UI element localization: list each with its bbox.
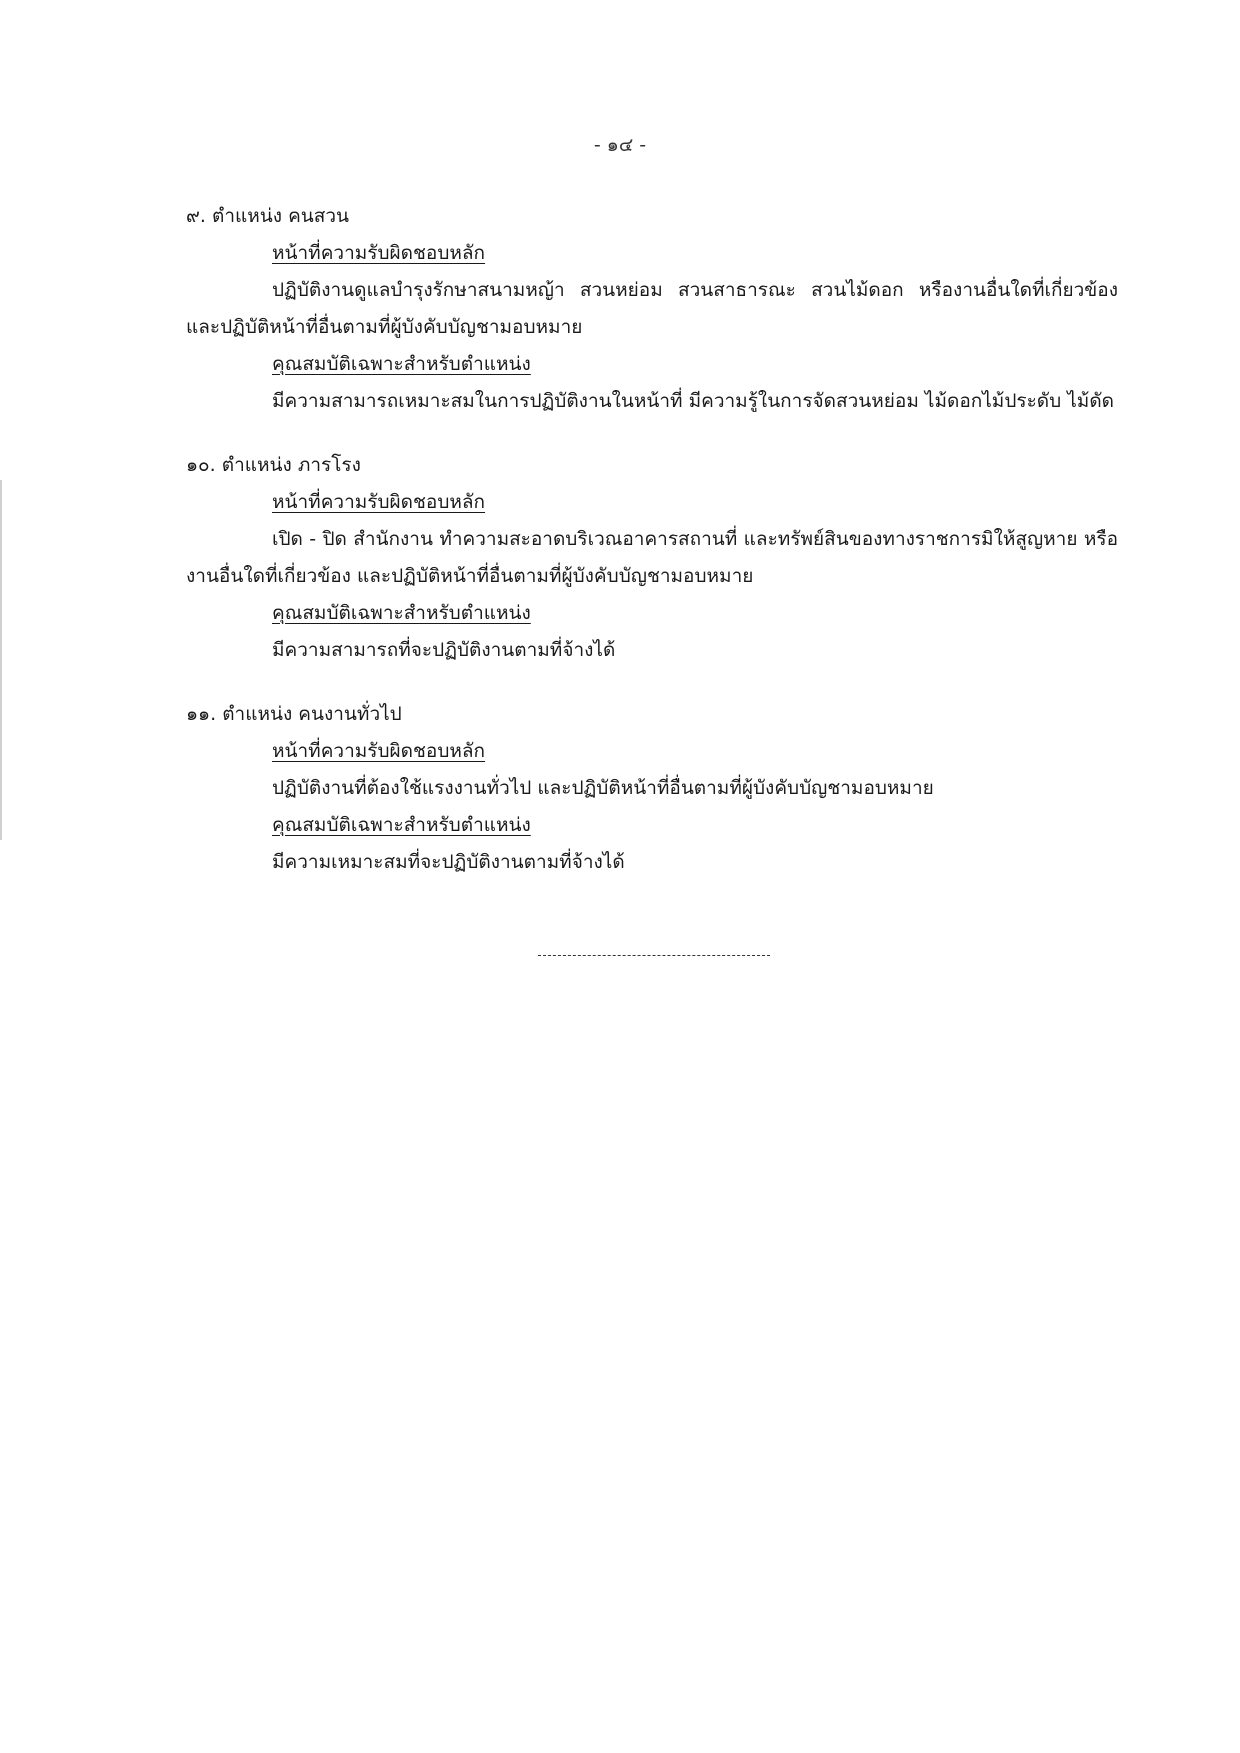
duty-title: หน้าที่ความรับผิดชอบหลัก xyxy=(272,242,486,264)
end-of-document-rule xyxy=(538,955,770,956)
duty-title: หน้าที่ความรับผิดชอบหลัก xyxy=(272,491,486,513)
section-janitor xyxy=(186,447,1118,669)
qualification-text: มีความเหมาะสมที่จะปฏิบัติงานตามที่จ้างได้ xyxy=(272,851,625,873)
duty-title: หน้าที่ความรับผิดชอบหลัก xyxy=(272,740,486,762)
duty-text: เปิด - ปิด สำนักงาน ทำความสะอาดบริเวณอาคารสถานที่ และทรัพย์สินของทางราชการมิให้สูญหาย หรืองานอื่นใดที่เกี่ยวข้อง และปฏิบัติหน้าที่อื่นตามที่ผู้บังคับบัญชามอบหมาย xyxy=(186,528,1118,587)
qualification-title: คุณสมบัติเฉพาะสำหรับตำแหน่ง xyxy=(272,814,531,836)
section-general-worker xyxy=(186,696,1118,881)
duty-text: ปฏิบัติงานดูแลบำรุงรักษาสนามหญ้า สวนหย่อม สวนสาธารณะ สวนไม้ดอก หรืองานอื่นใดที่เกี่ยวข้อง และปฏิบัติหน้าที่อื่นตามที่ผู้บังคับบัญชามอบหมาย xyxy=(186,279,1118,338)
section-heading: ๑๑. ตำแหน่ง คนงานทั่วไป xyxy=(186,703,402,725)
scan-edge-shadow xyxy=(0,480,2,840)
qualification-text: มีความสามารถเหมาะสมในการปฏิบัติงานในหน้าที่ มีความรู้ในการจัดสวนหย่อม ไม้ดอกไม้ประดับ ไม้ดัด xyxy=(272,390,1114,412)
qualification-text: มีความสามารถที่จะปฏิบัติงานตามที่จ้างได้ xyxy=(272,639,616,661)
section-gardener xyxy=(186,198,1118,420)
document-body xyxy=(186,198,1118,908)
qualification-title: คุณสมบัติเฉพาะสำหรับตำแหน่ง xyxy=(272,602,531,624)
duty-text: ปฏิบัติงานที่ต้องใช้แรงงานทั่วไป และปฏิบัติหน้าที่อื่นตามที่ผู้บังคับบัญชามอบหมาย xyxy=(272,777,934,799)
section-heading: ๙. ตำแหน่ง คนสวน xyxy=(186,205,350,227)
qualification-title: คุณสมบัติเฉพาะสำหรับตำแหน่ง xyxy=(272,353,531,375)
section-heading: ๑๐. ตำแหน่ง ภารโรง xyxy=(186,454,361,476)
page-number: - ๑๔ - xyxy=(593,134,647,156)
